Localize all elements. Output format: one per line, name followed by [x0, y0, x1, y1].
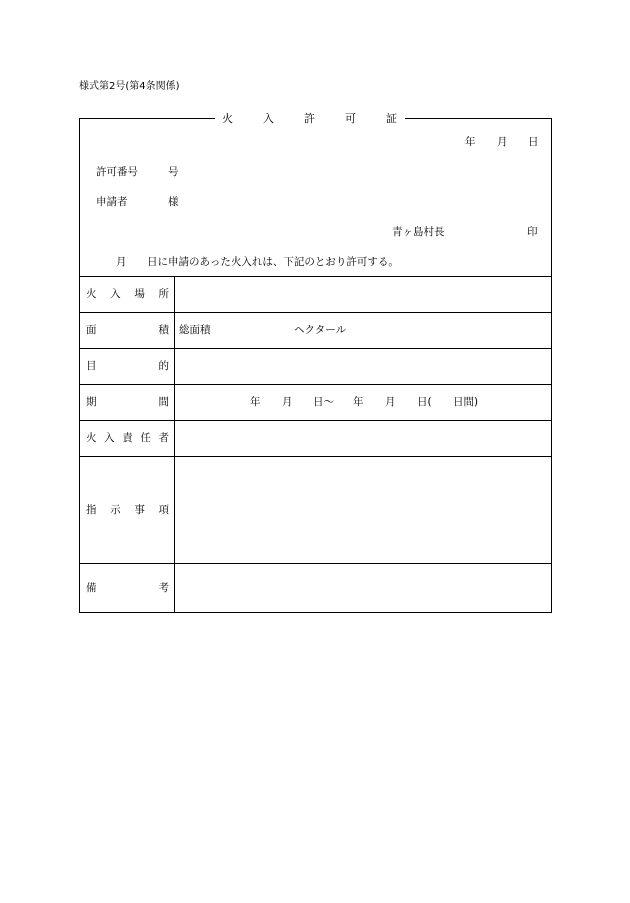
date-day: 日	[528, 136, 539, 148]
title-char: 火	[222, 112, 233, 125]
form-title	[222, 113, 397, 124]
label-purpose: 目 的	[86, 360, 169, 372]
period-year-to: 年	[353, 396, 364, 408]
label-responsible: 火 入 責 任 者	[86, 432, 169, 444]
row-divider	[80, 420, 551, 421]
statement-month: 月	[116, 256, 127, 268]
title-char: 可	[345, 112, 356, 125]
title-char: 入	[263, 112, 274, 125]
period-year-from: 年	[250, 396, 261, 408]
row-divider	[80, 348, 551, 349]
row-divider	[80, 384, 551, 385]
area-unit: ヘクタール	[294, 324, 347, 336]
label-period: 期 間	[86, 396, 169, 408]
column-divider	[174, 276, 175, 613]
applicant-suffix: 様	[168, 196, 179, 208]
label-remarks: 備 考	[86, 582, 169, 594]
period-day-from: 日〜	[313, 396, 334, 408]
label-area: 面 積	[86, 324, 169, 336]
issuer-name: 青ヶ島村長	[392, 226, 445, 238]
label-instructions: 指 示 事 項	[86, 504, 169, 516]
row-divider	[80, 563, 551, 564]
period-days: 日間)	[453, 396, 479, 408]
title-char: 証	[386, 112, 397, 125]
row-divider	[80, 312, 551, 313]
title-char: 許	[304, 112, 315, 125]
date-month: 月	[497, 136, 508, 148]
issuer-seal: 印	[527, 226, 538, 238]
permit-form	[79, 112, 552, 613]
period-month-to: 月	[385, 396, 396, 408]
permit-number-suffix: 号	[168, 166, 179, 178]
permit-number-label: 許可番号	[96, 166, 138, 178]
period-day-to: 日(	[417, 396, 432, 408]
area-prefix: 総面積	[179, 324, 211, 336]
statement-text: 日に申請のあった火入れは、下記のとおり許可する。	[147, 256, 399, 268]
row-divider	[80, 456, 551, 457]
date-year: 年	[465, 136, 476, 148]
form-number: 様式第2号(第4条関係)	[79, 81, 180, 92]
period-month-from: 月	[282, 396, 293, 408]
label-fire-place: 火 入 場 所	[86, 288, 169, 300]
applicant-label: 申請者	[96, 196, 128, 208]
row-divider	[80, 276, 551, 277]
